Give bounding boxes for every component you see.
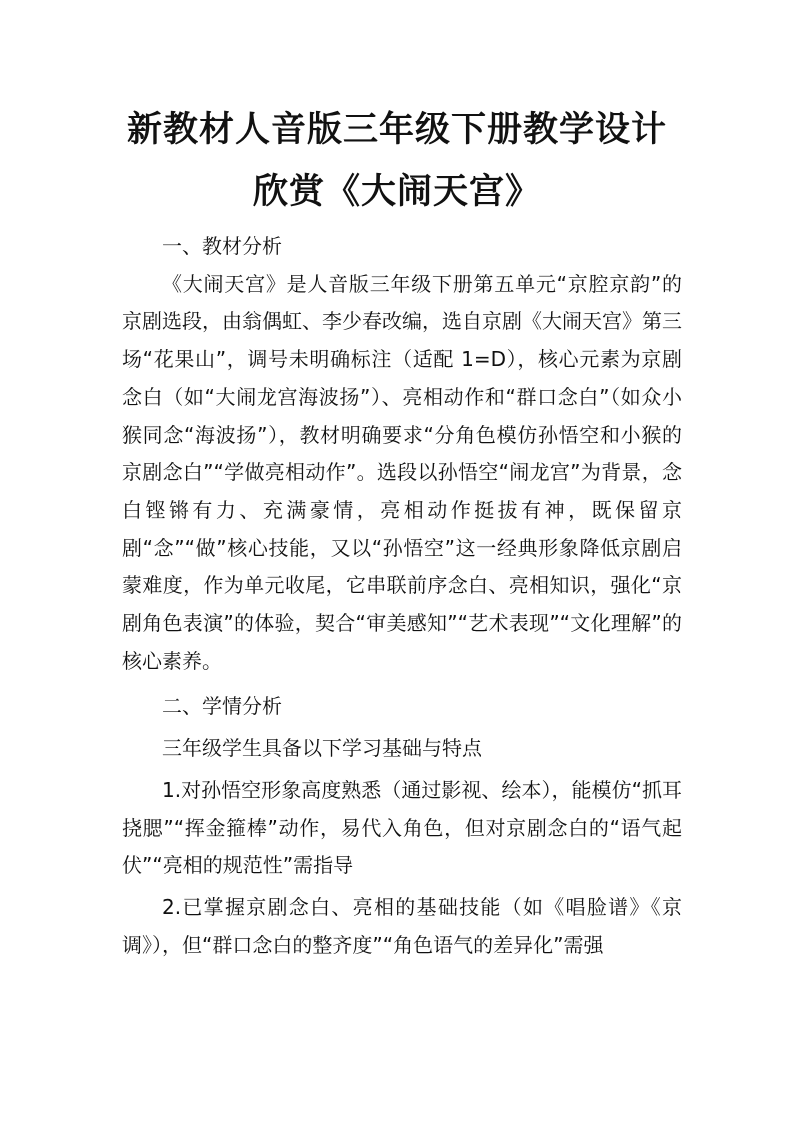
paragraph-student-intro: 三年级学生具备以下学习基础与特点 — [162, 736, 482, 761]
paragraph-textbook-analysis: 《大闹天宫》是人音版三年级下册第五单元“京腔京韵”的京剧选段，由翁偶虹、李少春改编，选自京剧《大闹天宫》第三场“花果山”，调号未明确标注（适配 1=D），核心元素为京剧念白（如“大闹龙宫海波扬”）、亮相动作和“群口念白”（如众小猴同念“海波扬”），教材明确要求“分角色模仿孙悟空和小猴的京剧念白”“学做亮相动作”。选段以孙悟空“闹龙宫”为背景，念白铿锵有力、充满豪情，亮相动作挺拔有神，既保留京剧“念”“做”核心技能，又以“孙悟空”这一经典形象降低京剧启蒙难度，作为单元收尾，它串联前序念白、亮相知识，强化“京剧角色表演”的体验，契合“审美感知”“艺术表现”“文化理解”的核心素养。 — [122, 271, 682, 673]
document-title: 新教材人音版三年级下册教学设计 — [126, 110, 667, 150]
paragraph-student-point-2: 2.已掌握京剧念白、亮相的基础技能（如《唱脸谱》《京调》），但“群口念白的整齐度”“角色语气的差异化”需强 — [122, 894, 682, 957]
document-subtitle: 欣赏《大闹天宫》 — [252, 172, 541, 212]
document-body — [122, 228, 682, 964]
paragraph-student-point-1: 1.对孙悟空形象高度熟悉（通过影视、绘本），能模仿“抓耳挠腮”“挥金箍棒”动作，易代入角色，但对京剧念白的“语气起伏”“亮相的规范性”需指导 — [122, 777, 682, 878]
section-heading-textbook-analysis: 一、教材分析 — [162, 234, 282, 258]
section-heading-student-analysis: 二、学情分析 — [162, 694, 282, 719]
